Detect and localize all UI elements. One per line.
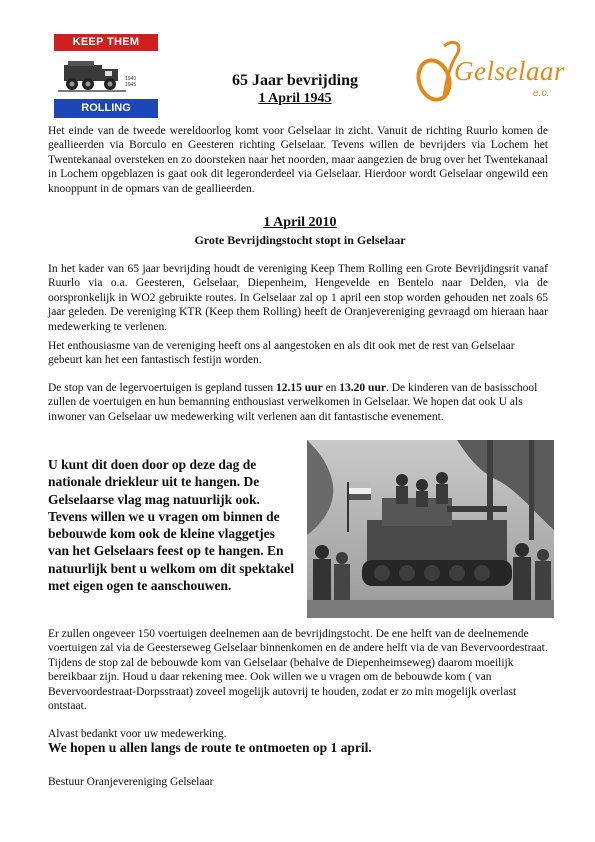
gelselaar-logo xyxy=(410,36,570,116)
intro-paragraph: Het einde van de tweede wereldoorlog komt voor Gelselaar in zicht. Vanuit de richting Ruurlo komen de geallieerden via Borculo en Geesteren richting Gelselaar. Tevens willen de bevrijders via Lochem het Twentekanaal oversteken en zo doorsteken naar het noorden, maar aangezien de brug over het Twentekanaal in Lochem opgeblazen is gaat ook dit legeronderdeel via Gelselaar. Hierdoor wordt Gelselaar ongewild een knooppunt in de opmars van de geallieerden. xyxy=(48,125,548,195)
signature: Bestuur Oranjevereniging Gelselaar xyxy=(48,776,214,788)
page-date: 1 April 1945 xyxy=(258,91,332,106)
page-title: 65 Jaar bevrijding xyxy=(232,72,358,89)
logo-bottom-banner: ROLLING xyxy=(54,99,158,118)
logo-wordmark: Gelselaar xyxy=(454,56,565,86)
army-truck-icon xyxy=(58,53,128,97)
schedule-suffix: . De kinderen van de basisschool zullen de voertuigen en hun bemanning enthousiast verwelkomen in Gelselaar. We hopen dat ook U als inwoner van Gelselaar uw medewerking wilt verlenen aan dit fantastische evenement. xyxy=(48,382,538,423)
logo-years xyxy=(125,76,136,88)
tank-photo-illustration xyxy=(307,440,554,618)
schedule-time-start: 12.15 uur xyxy=(276,382,323,394)
liberation-tank-photo xyxy=(307,440,554,618)
section-subtitle: Grote Bevrijdingstocht stopt in Gelselaar xyxy=(194,233,406,247)
keep-them-rolling-logo xyxy=(54,34,158,118)
closing-text: We hopen u allen langs de route te ontmoeten op 1 april. xyxy=(48,740,372,755)
logo-year-start: 1940 xyxy=(125,76,137,82)
section-date: 1 April 2010 xyxy=(263,215,337,230)
vehicles-paragraph: Er zullen ongeveer 150 voertuigen deelnemen aan de bevrijdingstocht. De ene helft van de deelnemende voertuigen zal via de Geesterseweg Gelselaar binnenkomen en de andere helft via de van Bevervoordestraat. Tijdens de stop zal de bebouwde kom van Gelselaar (behalve de Diepenheimseweg) daarom moeilijk bereikbaar zijn. Houd u daar rekening mee. Ook willen we u vragen om de bebouwde kom ( van Bevervoordestraat-Dorpsstraat) zoveel mogelijk autovrij te houden, zodat er zo min mogelijk overlast ontstaat. xyxy=(48,628,548,713)
body-paragraph: In het kader van 65 jaar bevrijding houdt de vereniging Keep Them Rolling een Grote Bevrijdingsrit vanaf Ruurlo via o.a. Geesteren, Gelselaar, Diepenheim, Hengevelde en Bentelo naar Delden, via de oorspronkelijk in WO2 gebruikte routes. In Gelselaar zal op 1 april een stop worden gehouden net zoals 65 jaar geleden. De vereniging KTR (Keep them Rolling) heeft de Oranjevereniging gevraagd om hieraan haar medewerking te verlenen. xyxy=(48,263,548,333)
schedule-time-end: 13.20 uur xyxy=(339,382,386,394)
call-to-action: U kunt dit doen door op deze dag de nationale driekleur uit te hangen. De Gelselaarse vlag mag natuurlijk ook. Tevens willen we u vragen om binnen de bebouwde kom ook de kleine vlaggetjes van het Gelselaars feest op te hangen. En natuurlijk bent u welkom om dit spektakel met eigen ogen te aanschouwen. xyxy=(48,457,295,594)
logo-suffix: e.o. xyxy=(533,88,550,99)
thanks-text: Alvast bedankt voor uw medewerking. xyxy=(48,728,227,740)
enthusiasm-paragraph: Het enthousiasme van de vereniging heeft ons al aangestoken en als dit ook met de rest van Gelselaar gebeurt kan het een fantastisch festijn worden. xyxy=(48,340,515,367)
logo-top-banner: KEEP THEM xyxy=(54,34,158,51)
schedule-connector: en xyxy=(322,382,340,394)
logo-vehicle-area xyxy=(54,51,158,99)
schedule-prefix: De stop van de legervoertuigen is gepland tussen xyxy=(48,382,277,394)
schedule-paragraph xyxy=(48,381,548,424)
logo-year-end: 1945 xyxy=(125,82,137,88)
